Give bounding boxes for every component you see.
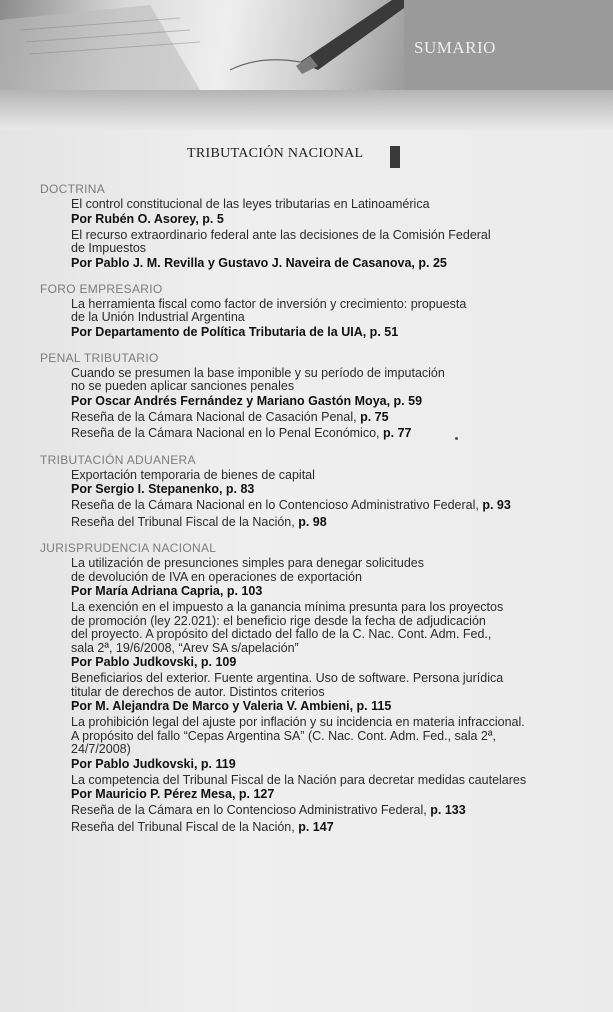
entry-review-line — [71, 516, 595, 530]
toc-entry[interactable] — [71, 557, 595, 598]
toc-entry[interactable] — [71, 469, 595, 497]
entry-author: Por María Adriana Capria, p. 103 — [71, 584, 263, 598]
entry-review-line — [71, 821, 595, 835]
entry-title-line: de Impuestos — [71, 241, 147, 255]
entry-title-line: sala 2ª, 19/6/2008, “Arev SA s/apelación” — [71, 640, 299, 655]
entry-page-number: p. 93 — [482, 498, 511, 512]
category-heading: TRIBUTACIÓN ADUANERA — [40, 452, 196, 467]
fountain-pen-writing-icon — [0, 0, 404, 90]
header-photo — [0, 0, 404, 90]
entry-title-line: Cuando se presumen la base imponible y su período de imputación — [71, 365, 445, 380]
entry-title-line: 24/7/2008) — [71, 742, 131, 756]
entry-review-line — [71, 804, 595, 818]
entry-title-line: La herramienta fiscal como factor de inversión y crecimiento: propuesta — [71, 296, 467, 311]
entry-title-line: de promoción (ley 22.021): el beneficio rige desde la fecha de adjudicación — [71, 613, 486, 628]
toc-entry[interactable] — [71, 804, 595, 818]
entry-title-line: de devolución de IVA en operaciones de exportación — [71, 569, 362, 584]
category-entries — [40, 198, 595, 270]
entry-title-line: El control constitucional de las leyes tributarias en Latinoamérica — [71, 197, 430, 211]
entry-author: Por Sergio I. Stepanenko, p. 83 — [71, 482, 255, 496]
category-heading: FORO EMPRESARIO — [40, 281, 163, 296]
toc-entry[interactable] — [71, 821, 595, 835]
entry-title-line: no se pueden aplicar sanciones penales — [71, 379, 295, 393]
toc-entry[interactable] — [71, 367, 595, 408]
entry-review-text: Reseña de la Cámara Nacional de Casación Penal, — [71, 409, 357, 424]
entry-review-text: Reseña del Tribunal Fiscal de la Nación, — [71, 514, 295, 529]
entry-author: Por Mauricio P. Pérez Mesa, p. 127 — [71, 787, 275, 801]
entry-title-line: La exención en el impuesto a la ganancia mínima presunta para los proyectos — [71, 600, 504, 614]
entry-title-line: de la Unión Industrial Argentina — [71, 310, 245, 324]
entry-author: Por Pablo Judkovski, p. 119 — [71, 756, 236, 771]
toc-entry[interactable] — [71, 601, 595, 669]
page-speck — [455, 437, 458, 440]
toc-entry[interactable] — [71, 716, 595, 771]
toc-entry[interactable] — [71, 774, 595, 802]
entry-review-text: Reseña del Tribunal Fiscal de la Nación, — [71, 819, 295, 834]
sumario-heading: SUMARIO — [414, 38, 496, 57]
entry-title-line: Exportación temporaria de bienes de capital — [71, 467, 315, 482]
category-entries — [40, 367, 595, 441]
entry-author: Por Pablo Judkovski, p. 109 — [71, 655, 237, 669]
section-marker — [390, 146, 400, 168]
entry-title-line: El recurso extraordinario federal ante las decisiones de la Comisión Federal — [71, 227, 491, 242]
category-entries — [40, 298, 595, 339]
entry-title-line: La utilización de presunciones simples para denegar solicitudes — [71, 556, 424, 570]
category-heading: PENAL TRIBUTARIO — [40, 350, 159, 365]
toc-entry[interactable] — [71, 499, 595, 513]
toc-entry[interactable] — [71, 411, 595, 425]
entry-page-number: p. 77 — [383, 426, 412, 440]
entry-author: Por M. Alejandra De Marco y Valeria V. Ambieni, p. 115 — [71, 699, 392, 713]
table-of-contents — [40, 182, 595, 837]
entry-page-number: p. 98 — [298, 514, 327, 529]
entry-page-number: p. 75 — [360, 409, 389, 424]
entry-review-text: Reseña de la Cámara Nacional en lo Penal Económico, — [71, 426, 380, 440]
entry-title-line: titular de derechos de autor. Distintos criterios — [71, 684, 325, 699]
entry-review-text: Reseña de la Cámara en lo Contencioso Administrativo Federal, — [71, 803, 427, 817]
entry-review-line — [71, 499, 595, 513]
category-entries — [40, 557, 595, 834]
entry-title-line: La prohibición legal del ajuste por inflación y su incidencia en materia infraccional. — [71, 715, 525, 729]
entry-author: Por Departamento de Política Tributaria de la UIA, p. 51 — [71, 324, 399, 339]
toc-entry[interactable] — [71, 229, 595, 270]
toc-entry[interactable] — [71, 427, 595, 441]
entry-title-line: A propósito del fallo “Cepas Argentina SA” (C. Nac. Cont. Adm. Fed., sala 2ª, — [71, 728, 496, 743]
entry-author: Por Pablo J. M. Revilla y Gustavo J. Naveira de Casanova, p. 25 — [71, 255, 447, 270]
entry-review-line — [71, 427, 595, 441]
entry-title-line: Beneficiarios del exterior. Fuente argentina. Uso de software. Persona jurídica — [71, 671, 504, 685]
entry-title-line: del proyecto. A propósito del dictado del fallo de la C. Nac. Cont. Adm. Fed., — [71, 627, 492, 641]
toc-entry[interactable] — [71, 672, 595, 713]
entry-review-text: Reseña de la Cámara Nacional en lo Contencioso Administrativo Federal, — [71, 498, 479, 512]
entry-review-line — [71, 411, 595, 425]
entry-page-number: p. 147 — [298, 819, 334, 834]
category-heading: JURISPRUDENCIA NACIONAL — [40, 541, 217, 555]
toc-entry[interactable] — [71, 298, 595, 339]
toc-entry[interactable] — [71, 516, 595, 530]
header-fade — [0, 90, 613, 130]
category-entries — [40, 469, 595, 530]
section-title: TRIBUTACIÓN NACIONAL — [187, 146, 364, 161]
entry-author: Por Oscar Andrés Fernández y Mariano Gastón Moya, p. 59 — [71, 393, 423, 408]
entry-author: Por Rubén O. Asorey, p. 5 — [71, 211, 224, 226]
entry-page-number: p. 133 — [430, 803, 466, 817]
entry-title-line: La competencia del Tribunal Fiscal de la Nación para decretar medidas cautelares — [71, 772, 527, 787]
category-heading: DOCTRINA — [40, 182, 106, 196]
toc-entry[interactable] — [71, 198, 595, 226]
